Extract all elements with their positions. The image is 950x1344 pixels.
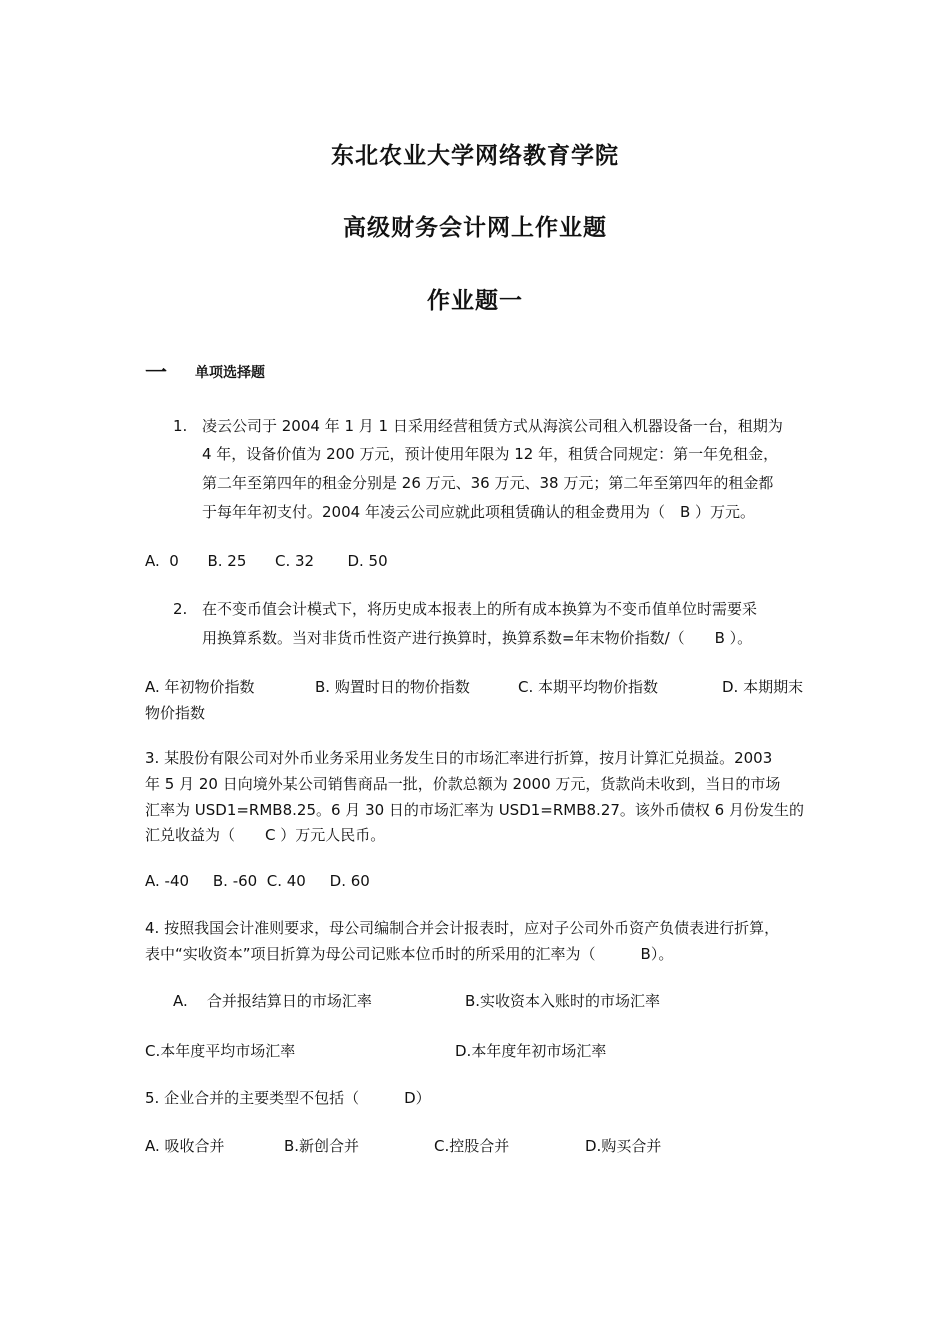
q2-option-d-continued: 物价指数 [145, 704, 206, 722]
q3-line-4: 汇兑收益为（ C ）万元人民币。 [145, 826, 386, 844]
q5-option-b: B.新创合并 [284, 1137, 360, 1155]
q1-number: 1. [173, 417, 188, 435]
q2-option-c: C. 本期平均物价指数 [518, 678, 659, 696]
assignment-title: 作业题一 [427, 288, 523, 314]
q5-option-d: D.购买合并 [585, 1137, 662, 1155]
section-number: 一 [145, 361, 168, 386]
q4-option-c: C.本年度平均市场汇率 [145, 1042, 296, 1060]
q3-options: A. -40 B. -60 C. 40 D. 60 [145, 872, 370, 890]
section-title: 单项选择题 [195, 365, 265, 381]
q5-line: 5. 企业合并的主要类型不包括（ D） [145, 1089, 431, 1107]
q4-option-b: B.实收资本入账时的市场汇率 [465, 992, 661, 1010]
q2-line-1: 在不变币值会计模式下，将历史成本报表上的所有成本换算为不变币值单位时需要采 [202, 600, 758, 618]
q4-line-1: 4. 按照我国会计准则要求，母公司编制合并会计报表时，应对子公司外币资产负债表进行折算， [145, 919, 780, 937]
q1-line-4: 于每年年初支付。2004 年凌云公司应就此项租赁确认的租金费用为（ B ）万元。 [202, 503, 756, 521]
q3-line-2: 年 5 月 20 日向境外某公司销售商品一批，价款总额为 2000 万元，货款尚未收到，当日的市场 [145, 775, 781, 793]
q2-option-a: A. 年初物价指数 [145, 678, 255, 696]
q4-option-d: D.本年度年初市场汇率 [455, 1042, 607, 1060]
q2-option-d: D. 本期期末 [722, 678, 804, 696]
q5-option-c: C.控股合并 [434, 1137, 510, 1155]
q1-line-3: 第二年至第四年的租金分别是 26 万元、36 万元、38 万元；第二年至第四年的租金都 [202, 474, 774, 492]
q5-option-a: A. 吸收合并 [145, 1137, 225, 1155]
q1-options: A. 0 B. 25 C. 32 D. 50 [145, 552, 388, 570]
q4-option-a: A. 合并报结算日的市场汇率 [173, 992, 372, 1010]
q2-line-2: 用换算系数。当对非货币性资产进行换算时，换算系数=年末物价指数/（ B ）。 [202, 629, 753, 647]
q1-line-2: 4 年，设备价值为 200 万元，预计使用年限为 12 年，租赁合同规定：第一年免租金， [202, 445, 779, 463]
q4-line-2: 表中“实收资本”项目折算为母公司记账本位币时的所采用的汇率为（ B）。 [145, 945, 674, 963]
q3-line-1: 3. 某股份有限公司对外币业务采用业务发生日的市场汇率进行折算，按月计算汇兑损益。2003 [145, 749, 773, 767]
school-title: 东北农业大学网络教育学院 [331, 143, 619, 169]
q1-line-1: 凌云公司于 2004 年 1 月 1 日采用经营租赁方式从海滨公司租入机器设备一台，租期为 [202, 417, 783, 435]
course-title: 高级财务会计网上作业题 [343, 215, 607, 241]
q2-number: 2. [173, 600, 188, 618]
q3-line-3: 汇率为 USD1=RMB8.25。6 月 30 日的市场汇率为 USD1=RMB8.27。该外币债权 6 月份发生的 [145, 801, 804, 819]
q2-option-b: B. 购置时日的物价指数 [315, 678, 470, 696]
